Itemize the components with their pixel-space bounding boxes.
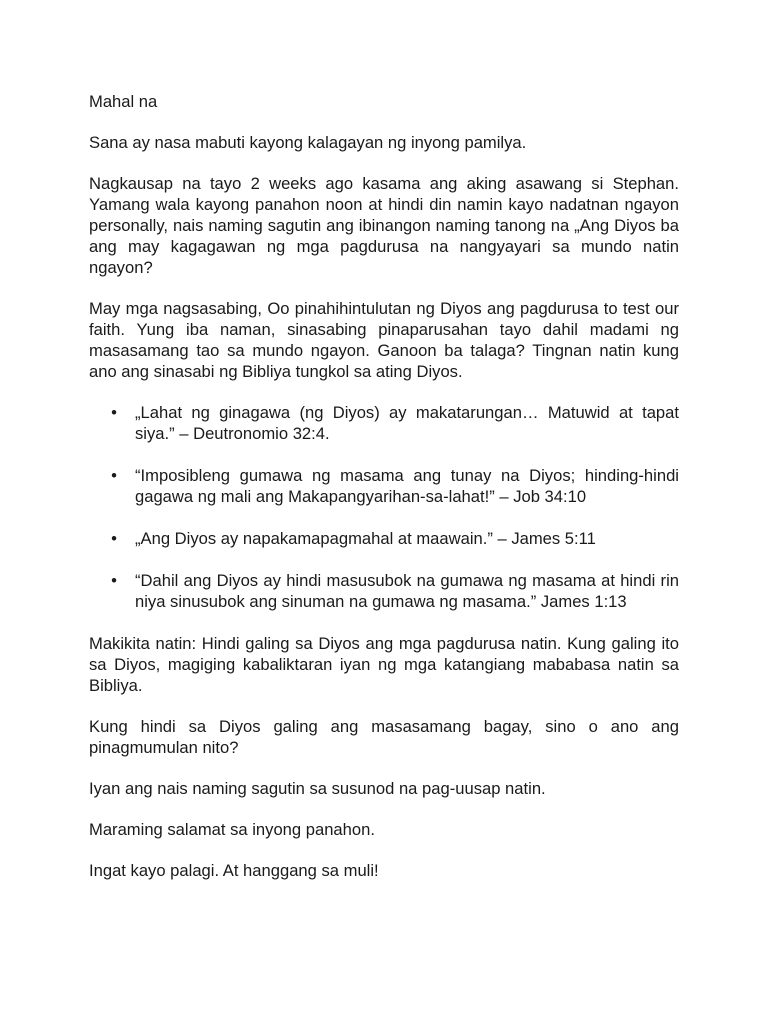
bullet-icon: • bbox=[111, 403, 117, 422]
list-item bbox=[89, 528, 679, 549]
thanks-paragraph: Maraming salamat sa inyong panahon. bbox=[89, 820, 375, 839]
list-item bbox=[89, 402, 679, 444]
salutation: Mahal na bbox=[89, 92, 158, 111]
verse-list bbox=[89, 402, 679, 612]
verse-text: “Dahil ang Diyos ay hindi masusubok na gumawa ng masama at hindi rin niya sinusubok ang sinuman na gumawa ng masama.” James 1:13 bbox=[135, 571, 679, 611]
intro-paragraph: Nagkausap na tayo 2 weeks ago kasama ang aking asawang si Stephan. Yamang wala kayong panahon noon at hindi din namin kayo nadatnan ngayon personally, nais naming sagutin ang ibinangon naming tanong na „Ang Diyos ba ang may kagagawan ng mga pagdurusa na nangyayari sa mundo natin ngayon? bbox=[89, 174, 679, 277]
conclusion-paragraph: Makikita natin: Hindi galing sa Diyos ang mga pagdurusa natin. Kung galing ito sa Diyos, magiging kabaliktaran iyan ng mga katangiang mababasa natin sa Bibliya. bbox=[89, 634, 679, 695]
greeting-paragraph: Sana ay nasa mabuti kayong kalagayan ng inyong pamilya. bbox=[89, 133, 527, 152]
verse-text: „Ang Diyos ay napakamapagmahal at maawain.” – James 5:11 bbox=[135, 529, 596, 548]
letter-page bbox=[89, 91, 679, 901]
list-item bbox=[89, 465, 679, 507]
bullet-icon: • bbox=[111, 466, 117, 485]
question-paragraph: Kung hindi sa Diyos galing ang masasamang bagay, sino o ano ang pinagmumulan nito? bbox=[89, 717, 679, 757]
verse-text: “Imposibleng gumawa ng masama ang tunay na Diyos; hinding-hindi gagawa ng mali ang Makapangyarihan-sa-lahat!” – Job 34:10 bbox=[135, 466, 679, 506]
farewell-paragraph: Ingat kayo palagi. At hanggang sa muli! bbox=[89, 861, 379, 880]
verse-text: „Lahat ng ginagawa (ng Diyos) ay makatarungan… Matuwid at tapat siya.” – Deutronomio 32:4. bbox=[135, 403, 679, 443]
list-item bbox=[89, 570, 679, 612]
bullet-icon: • bbox=[111, 571, 117, 590]
next-topic-paragraph: Iyan ang nais naming sagutin sa susunod na pag-uusap natin. bbox=[89, 779, 546, 798]
opinions-paragraph: May mga nagsasabing, Oo pinahihintulutan ng Diyos ang pagdurusa to test our faith. Yung iba naman, sinasabing pinaparusahan tayo dahil madami ng masasamang tao sa mundo ngayon. Ganoon ba talaga? Tingnan natin kung ano ang sinasabi ng Bibliya tungkol sa ating Diyos. bbox=[89, 299, 679, 381]
bullet-icon: • bbox=[111, 529, 117, 548]
